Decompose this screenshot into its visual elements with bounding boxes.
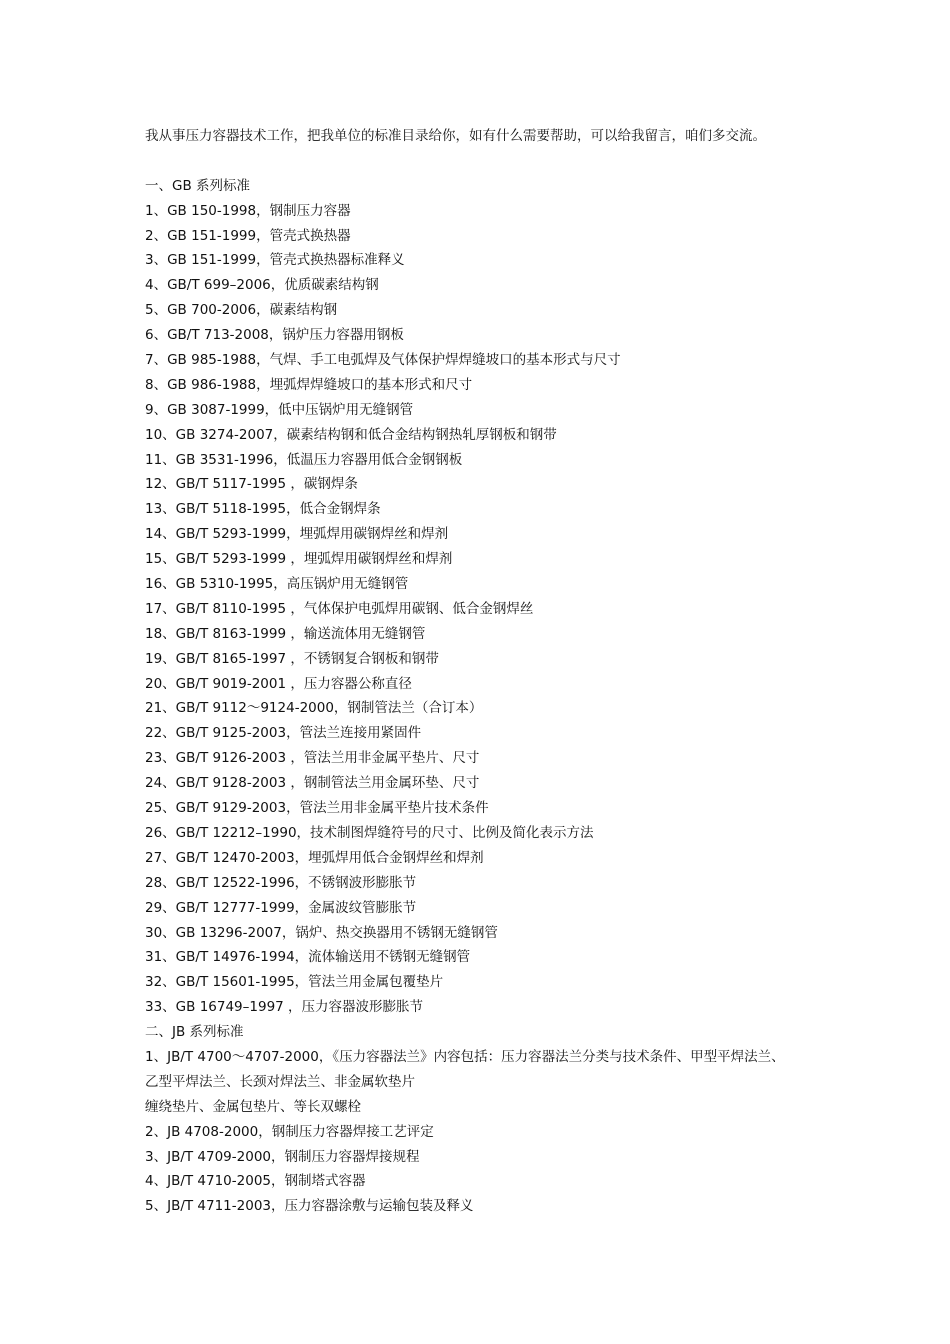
list-item: 25、GB/T 9129-2003，管法兰用非金属平垫片技术条件	[145, 800, 489, 817]
list-item: 17、GB/T 8110-1995 ，气体保护电弧焊用碳钢、低合金钢焊丝	[145, 600, 534, 617]
list-item: 29、GB/T 12777-1999，金属波纹管膨胀节	[145, 899, 417, 916]
intro-paragraph: 我从事压力容器技术工作，把我单位的标准目录给你，如有什么需要帮助，可以给我留言，咱们多交流。	[145, 128, 766, 144]
list-item: 19、GB/T 8165-1997 ，不锈钢复合钢板和钢带	[145, 650, 439, 667]
list-item: 2、GB 151-1999，管壳式换热器	[145, 227, 351, 244]
list-item: 11、GB 3531-1996，低温压力容器用低合金钢钢板	[145, 451, 463, 468]
list-item: 33、GB 16749–1997 ，压力容器波形膨胀节	[145, 999, 424, 1016]
document-body	[145, 124, 845, 1219]
list-item: 26、GB/T 12212–1990，技术制图焊缝符号的尺寸、比例及简化表示方法	[145, 824, 594, 841]
list-item: 乙型平焊法兰、长颈对焊法兰、非金属软垫片	[145, 1073, 415, 1090]
list-item: 28、GB/T 12522-1996，不锈钢波形膨胀节	[145, 874, 417, 891]
section-heading-gb: 一、GB 系列标准	[145, 177, 251, 194]
jb-standards-list	[145, 1045, 845, 1219]
list-item: 31、GB/T 14976-1994，流体输送用不锈钢无缝钢管	[145, 949, 471, 966]
list-item: 24、GB/T 9128-2003 ，钢制管法兰用金属环垫、尺寸	[145, 775, 480, 792]
list-item: 32、GB/T 15601-1995，管法兰用金属包覆垫片	[145, 974, 444, 991]
list-item: 13、GB/T 5118-1995，低合金钢焊条	[145, 501, 381, 518]
list-item: 18、GB/T 8163-1999 ，输送流体用无缝钢管	[145, 625, 426, 642]
list-item: 6、GB/T 713-2008，锅炉压力容器用钢板	[145, 327, 404, 344]
list-item: 7、GB 985-1988，气焊、手工电弧焊及气体保护焊焊缝坡口的基本形式与尺寸	[145, 352, 621, 369]
list-item: 5、JB/T 4711-2003，压力容器涂敷与运输包装及释义	[145, 1198, 474, 1215]
list-item: 4、JB/T 4710-2005，钢制塔式容器	[145, 1173, 366, 1190]
list-item: 2、JB 4708-2000，钢制压力容器焊接工艺评定	[145, 1123, 434, 1140]
list-item: 14、GB/T 5293-1999，埋弧焊用碳钢焊丝和焊剂	[145, 526, 449, 543]
list-item: 8、GB 986-1988，埋弧焊焊缝坡口的基本形式和尺寸	[145, 376, 473, 393]
list-item: 4、GB/T 699–2006，优质碳素结构钢	[145, 277, 379, 294]
section-heading-jb: 二、JB 系列标准	[145, 1024, 244, 1041]
list-item: 22、GB/T 9125-2003，管法兰连接用紧固件	[145, 725, 422, 742]
list-item: 12、GB/T 5117-1995 ，碳钢焊条	[145, 476, 358, 493]
list-item: 10、GB 3274-2007，碳素结构钢和低合金结构钢热轧厚钢板和钢带	[145, 426, 557, 443]
list-item: 27、GB/T 12470-2003，埋弧焊用低合金钢焊丝和焊剂	[145, 849, 484, 866]
list-item: 9、GB 3087-1999，低中压锅炉用无缝钢管	[145, 401, 414, 418]
gb-standards-list	[145, 199, 845, 1020]
list-item: 3、GB 151-1999，管壳式换热器标准释义	[145, 252, 405, 269]
blank-line	[145, 149, 845, 174]
list-item: 1、JB/T 4700～4707-2000，《压力容器法兰》内容包括：压力容器法兰分类与技术条件、甲型平焊法兰、	[145, 1048, 785, 1065]
list-item: 16、GB 5310-1995，高压锅炉用无缝钢管	[145, 576, 409, 593]
list-item: 23、GB/T 9126-2003 ，管法兰用非金属平垫片、尺寸	[145, 750, 480, 767]
list-item: 缠绕垫片、金属包垫片、等长双螺栓	[145, 1098, 361, 1115]
list-item: 1、GB 150-1998，钢制压力容器	[145, 202, 351, 219]
list-item: 3、JB/T 4709-2000，钢制压力容器焊接规程	[145, 1148, 420, 1165]
list-item: 20、GB/T 9019-2001 ，压力容器公称直径	[145, 675, 412, 692]
list-item: 21、GB/T 9112～9124-2000，钢制管法兰（合订本）	[145, 700, 483, 717]
list-item: 30、GB 13296-2007，锅炉、热交换器用不锈钢无缝钢管	[145, 924, 498, 941]
list-item: 5、GB 700-2006，碳素结构钢	[145, 302, 338, 319]
list-item: 15、GB/T 5293-1999 ，埋弧焊用碳钢焊丝和焊剂	[145, 551, 453, 568]
